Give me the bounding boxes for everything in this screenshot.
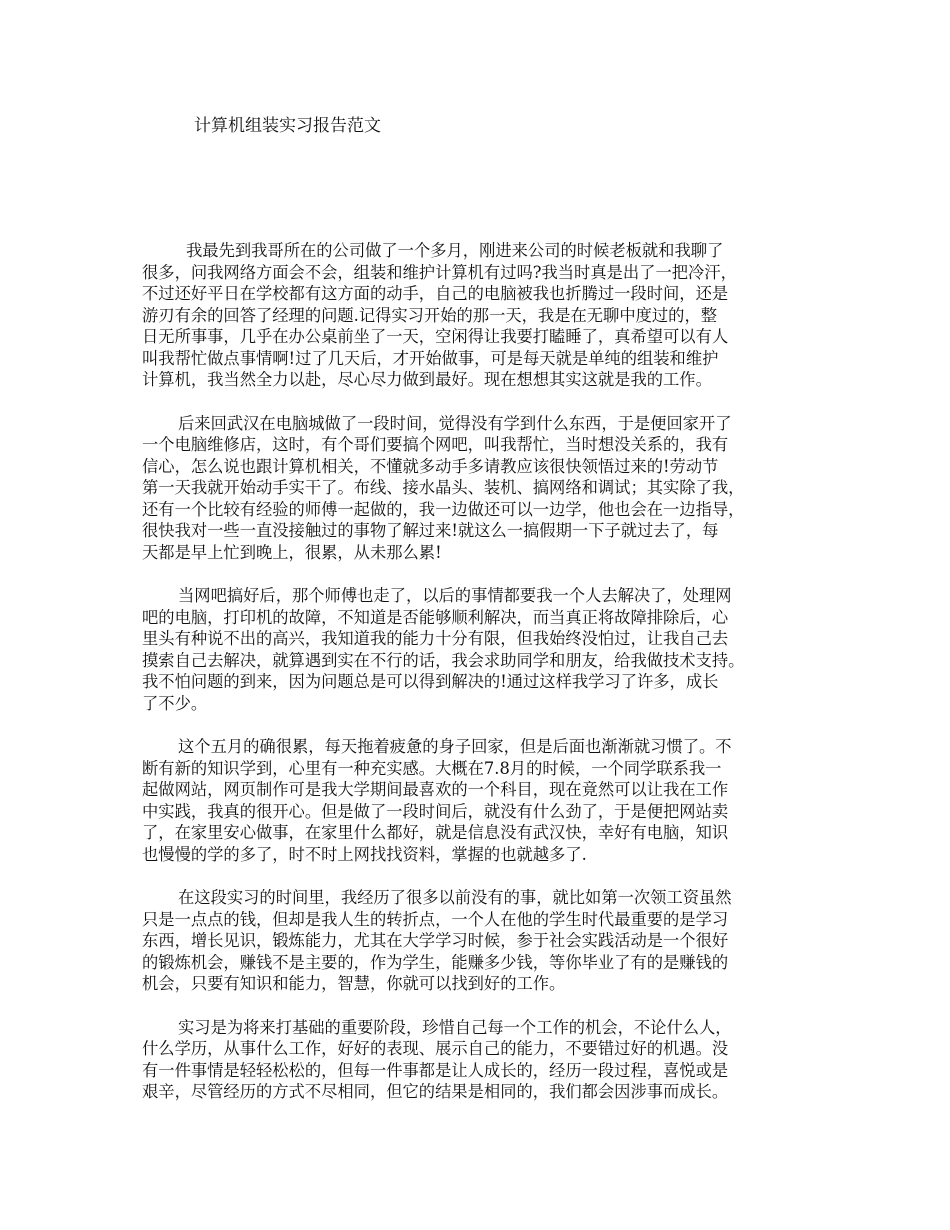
text-line: 第一天我就开始动手实干了。布线、接水晶头、装机、搞网络和调试；其实除了我， [142,478,745,497]
document-body [142,240,822,1125]
text-line: 后来回武汉在电脑城做了一段时间，觉得没有学到什么东西，于是便回家开了 [178,413,732,433]
text-line: 在这段实习的时间里，我经历了很多以前没有的事，就比如第一次领工资虽然 [178,888,732,907]
text-line: 我最先到我哥所在的公司做了一个多月，刚进来公司的时候老板就和我聊了 [186,241,724,260]
text-line: 起做网站，网页制作可是我大学期间最喜欢的一个科目，现在竟然可以让我在工作 [142,780,729,799]
text-line: 很多，问我网络方面会不会，组装和维护计算机有过吗?我当时真是出了一把冷汗， [142,262,737,282]
text-line: 有一件事情是轻轻松松的，但每一件事都是让人成长的，经历一段过程，喜悦或是 [142,1060,729,1080]
text-line: 的锻炼机会，赚钱不是主要的，作为学生，能赚多少钱，等你毕业了有的是赚钱的 [142,952,729,972]
text-line: 还有一个比较有经验的师傅一起做的，我一边做还可以一边学，他也会在一边指导， [142,499,745,519]
text-line: 中实践，我真的很开心。但是做了一段时间后，就没有什么劲了，于是便把网站卖 [142,801,729,821]
text-line: 了，在家里安心做事，在家里什么都好，就是信息没有武汉快，幸好有电脑，知识 [142,823,729,842]
text-line: 实习是为将来打基础的重要阶段，珍惜自己每一个工作的机会，不论什么人， [178,1017,732,1037]
text-line: 不过还好平日在学校都有这方面的动手，自己的电脑被我也折腾过一段时间，还是 [142,284,729,303]
text-line: 艰辛，尽管经历的方式不尽相同，但它的结果是相同的，我们都会因涉事而成长。 [142,1082,729,1101]
text-line: 什么学历，从事什么工作，好好的表现、展示自己的能力，不要错过好的机遇。没 [142,1039,729,1058]
text-line: 断有新的知识学到，心里有一种充实感。大概在7.8月的时候，一个同学联系我一 [142,758,722,778]
text-line: 天都是早上忙到晚上，很累，从未那么累! [142,542,442,562]
text-line: 里头有种说不出的高兴，我知道我的能力十分有限，但我始终没怕过，让我自己去 [142,629,729,648]
paragraph-4 [142,736,822,865]
text-line: 很快我对一些一直没接触过的事物了解过来!就这么一搞假期一下子就过去了，每 [142,521,719,540]
text-line: 也慢慢的学的多了，时不时上网找找资料，掌握的也就越多了. [142,844,587,864]
text-line: 只是一点点的钱，但却是我人生的转折点，一个人在他的学生时代最重要的是学习 [142,909,729,929]
text-line: 当网吧搞好后，那个师傅也走了，以后的事情都要我一个人去解决了，处理网 [178,586,732,605]
text-line: 信心，怎么说也跟计算机相关，不懂就多动手多请教应该很快领悟过来的!劳动节 [142,456,719,476]
text-line: 计算机，我当然全力以赴，尽心尽力做到最好。现在想想其实这就是我的工作。 [142,370,712,389]
paragraph-3 [142,585,822,714]
text-line: 吧的电脑，打印机的故障，不知道是否能够顺利解决，而当真正将故障排除后，心 [142,607,729,627]
text-line: 这个五月的确很累，每天拖着疲惫的身子回家，但是后面也渐渐就习惯了。不 [178,737,732,756]
document-title: 计算机组装实习报告范文 [194,116,381,136]
paragraph-6 [142,1017,822,1103]
text-line: 叫我帮忙做点事情啊!过了几天后，才开始做事，可是每天就是单纯的组装和维护 [142,348,719,368]
text-line: 一个电脑维修店，这时，有个哥们要搞个网吧，叫我帮忙，当时想没关系的，我有 [142,435,729,454]
paragraph-5 [142,887,822,995]
text-line: 摸索自己去解决，就算遇到实在不行的话，我会求助同学和朋友，给我做技术支持。 [142,650,745,670]
paragraph-2 [142,413,822,564]
text-line: 了不少。 [142,693,208,713]
paragraph-1 [142,240,822,391]
text-line: 我不怕问题的到来，因为问题总是可以得到解决的!通过这样我学习了许多，成长 [142,672,719,691]
text-line: 游刃有余的回答了经理的问题.记得实习开始的那一天，我是在无聊中度过的，整 [142,305,718,325]
text-line: 日无所事事，几乎在办公桌前坐了一天，空闲得让我要打瞌睡了，真希望可以有人 [142,327,729,346]
text-line: 东西，增长见识，锻炼能力，尤其在大学学习时候，参于社会实践活动是一个很好 [142,931,729,950]
text-line: 机会，只要有知识和能力，智慧，你就可以找到好的工作。 [142,974,566,993]
